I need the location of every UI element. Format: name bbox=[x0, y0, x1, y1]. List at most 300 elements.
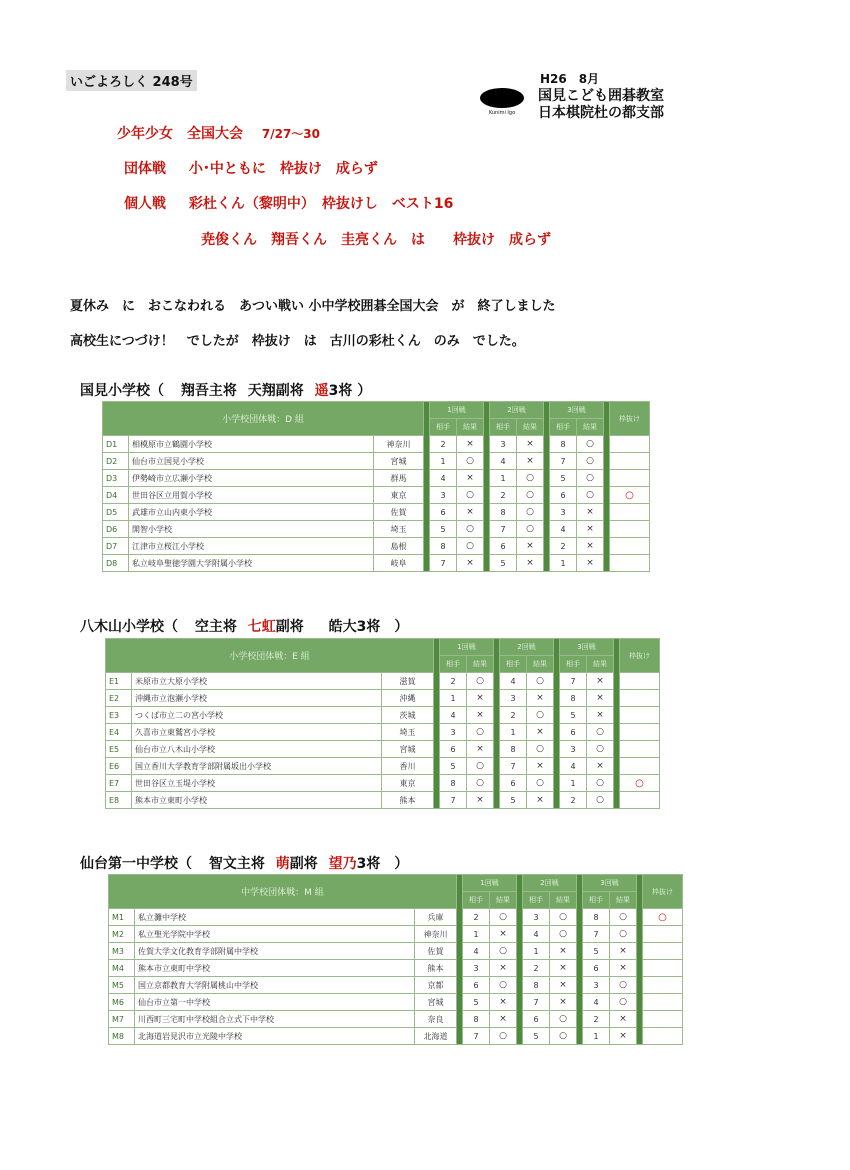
table-row bbox=[103, 555, 650, 572]
school-name: 川西町三宅町中学校組合立式下中学校 bbox=[135, 1011, 415, 1028]
advance-mark bbox=[643, 1011, 683, 1028]
advance-header: 枠抜け bbox=[643, 875, 683, 909]
opponent-number: 3 bbox=[583, 977, 610, 994]
body-line-1: 夏休み に おこなわれる あつい戦い 小中学校囲碁全国大会 が 終了しました bbox=[70, 299, 556, 314]
org-line-2: 日本棋院杜の都支部 bbox=[538, 105, 664, 121]
table-row bbox=[103, 504, 650, 521]
table-row bbox=[106, 758, 660, 775]
team-heading-yagiyama bbox=[80, 616, 408, 636]
table-row bbox=[106, 690, 660, 707]
table-row bbox=[103, 436, 650, 453]
opponent-number: 8 bbox=[560, 690, 587, 707]
opponent-number: 8 bbox=[440, 775, 467, 792]
opponent-number: 1 bbox=[560, 775, 587, 792]
match-result: ○ bbox=[587, 775, 614, 792]
opponent-number: 2 bbox=[440, 673, 467, 690]
opponent-header: 相手 bbox=[583, 892, 610, 909]
opponent-number: 5 bbox=[583, 943, 610, 960]
advance-mark bbox=[643, 977, 683, 994]
match-result: ○ bbox=[527, 707, 554, 724]
match-result: × bbox=[610, 960, 637, 977]
results-table-e bbox=[105, 638, 660, 809]
match-result: × bbox=[467, 707, 494, 724]
opponent-number: 4 bbox=[550, 521, 577, 538]
opponent-number: 3 bbox=[463, 960, 490, 977]
prefecture: 神奈川 bbox=[415, 926, 457, 943]
match-result: × bbox=[490, 994, 517, 1011]
match-result: × bbox=[467, 690, 494, 707]
team-player-3-rest: 3将 ） bbox=[328, 383, 372, 399]
advance-mark bbox=[610, 555, 650, 572]
match-result: ○ bbox=[587, 724, 614, 741]
opponent-number: 5 bbox=[550, 470, 577, 487]
match-result: × bbox=[467, 792, 494, 809]
table-row bbox=[103, 470, 650, 487]
match-result: ○ bbox=[527, 741, 554, 758]
match-result: × bbox=[457, 555, 484, 572]
school-id: M2 bbox=[109, 926, 135, 943]
group-title: 小学校団体戦：D 組 bbox=[103, 402, 424, 436]
school-id: D3 bbox=[103, 470, 129, 487]
match-result: × bbox=[587, 707, 614, 724]
match-result: ○ bbox=[517, 470, 544, 487]
match-result: ○ bbox=[490, 943, 517, 960]
opponent-number: 5 bbox=[523, 1028, 550, 1045]
opponent-number: 4 bbox=[430, 470, 457, 487]
opponent-number: 7 bbox=[490, 521, 517, 538]
org-line-1: 国見こども囲碁教室 bbox=[538, 88, 664, 104]
opponent-number: 2 bbox=[583, 1011, 610, 1028]
opponent-number: 4 bbox=[523, 926, 550, 943]
advance-mark: ○ bbox=[610, 487, 650, 504]
prefecture: 埼玉 bbox=[374, 521, 424, 538]
match-result: ○ bbox=[517, 487, 544, 504]
prefecture: 群馬 bbox=[374, 470, 424, 487]
result-header: 結果 bbox=[517, 419, 544, 436]
opponent-number: 4 bbox=[490, 453, 517, 470]
match-result: × bbox=[550, 994, 577, 1011]
match-result: ○ bbox=[610, 977, 637, 994]
prefecture: 熊本 bbox=[415, 960, 457, 977]
match-result: × bbox=[527, 792, 554, 809]
round-header: 3回戦 bbox=[550, 402, 604, 419]
opponent-number: 7 bbox=[550, 453, 577, 470]
opponent-number: 5 bbox=[500, 792, 527, 809]
logo-text: Kunimi Igo bbox=[488, 110, 516, 116]
opponent-number: 3 bbox=[440, 724, 467, 741]
match-result: × bbox=[490, 926, 517, 943]
prefecture: 東京 bbox=[374, 487, 424, 504]
team-name: 八木山小学校（ bbox=[80, 619, 178, 635]
team-player-3-rest: 3将 ） bbox=[356, 856, 409, 872]
prefecture: 佐賀 bbox=[374, 504, 424, 521]
opponent-number: 6 bbox=[463, 977, 490, 994]
opponent-number: 8 bbox=[463, 1011, 490, 1028]
opponent-number: 7 bbox=[463, 1028, 490, 1045]
school-id: D6 bbox=[103, 521, 129, 538]
table-row bbox=[106, 775, 660, 792]
school-name: 私立聖光学院中学校 bbox=[135, 926, 415, 943]
school-id: E2 bbox=[106, 690, 132, 707]
school-id: E3 bbox=[106, 707, 132, 724]
school-name: 沖縄市立泡瀬小学校 bbox=[132, 690, 382, 707]
school-name: 相模原市立鶴園小学校 bbox=[129, 436, 374, 453]
team-result: 小･中ともに 枠抜け 成らず bbox=[188, 161, 378, 177]
organization bbox=[538, 88, 664, 122]
team-player-3: 皓大3将 ） bbox=[328, 619, 409, 635]
opponent-number: 6 bbox=[523, 1011, 550, 1028]
match-result: ○ bbox=[577, 470, 604, 487]
opponent-number: 2 bbox=[430, 436, 457, 453]
match-result: ○ bbox=[550, 1028, 577, 1045]
school-id: E4 bbox=[106, 724, 132, 741]
match-result: ○ bbox=[490, 977, 517, 994]
school-name: 米原市立大原小学校 bbox=[132, 673, 382, 690]
school-name: 私立灘中学校 bbox=[135, 909, 415, 926]
advance-mark bbox=[620, 707, 660, 724]
opponent-number: 6 bbox=[430, 504, 457, 521]
result-header: 結果 bbox=[610, 892, 637, 909]
advance-mark bbox=[643, 960, 683, 977]
prefecture: 兵庫 bbox=[415, 909, 457, 926]
round-header: 3回戦 bbox=[583, 875, 637, 892]
table-row bbox=[109, 977, 683, 994]
issue-date: H26 8月 bbox=[540, 72, 600, 86]
school-id: M5 bbox=[109, 977, 135, 994]
round-header: 1回戦 bbox=[463, 875, 517, 892]
school-id: E6 bbox=[106, 758, 132, 775]
opponent-number: 4 bbox=[440, 707, 467, 724]
prefecture: 奈良 bbox=[415, 1011, 457, 1028]
match-result: × bbox=[517, 538, 544, 555]
opponent-number: 6 bbox=[560, 724, 587, 741]
team-player-3 bbox=[315, 383, 372, 399]
prefecture: 神奈川 bbox=[374, 436, 424, 453]
match-result: ○ bbox=[517, 521, 544, 538]
opponent-number: 1 bbox=[550, 555, 577, 572]
advance-mark bbox=[610, 538, 650, 555]
advance-header: 枠抜け bbox=[610, 402, 650, 436]
opponent-header: 相手 bbox=[440, 656, 467, 673]
opponent-number: 7 bbox=[583, 926, 610, 943]
match-result: × bbox=[550, 960, 577, 977]
event-title bbox=[117, 123, 320, 143]
opponent-number: 7 bbox=[430, 555, 457, 572]
team-result-line bbox=[124, 158, 378, 178]
match-result: ○ bbox=[457, 538, 484, 555]
table-row bbox=[109, 943, 683, 960]
result-header: 結果 bbox=[587, 656, 614, 673]
result-header: 結果 bbox=[550, 892, 577, 909]
school-id: D2 bbox=[103, 453, 129, 470]
individual-result-2: 尭俊くん 翔吾くん 圭亮くん は 枠抜け 成らず bbox=[201, 232, 551, 248]
match-result: × bbox=[457, 504, 484, 521]
result-header: 結果 bbox=[457, 419, 484, 436]
round-header: 3回戦 bbox=[560, 639, 614, 656]
school-name: 世田谷区立玉堤小学校 bbox=[132, 775, 382, 792]
opponent-number: 5 bbox=[463, 994, 490, 1011]
match-result: ○ bbox=[467, 775, 494, 792]
advance-mark bbox=[643, 926, 683, 943]
school-id: M4 bbox=[109, 960, 135, 977]
opponent-number: 2 bbox=[463, 909, 490, 926]
team-player-2 bbox=[276, 856, 318, 872]
school-name: 熊本市立東町中学校 bbox=[135, 960, 415, 977]
round-header: 2回戦 bbox=[500, 639, 554, 656]
opponent-header: 相手 bbox=[523, 892, 550, 909]
match-result: × bbox=[587, 673, 614, 690]
match-result: ○ bbox=[517, 504, 544, 521]
match-result: × bbox=[517, 453, 544, 470]
prefecture: 滋賀 bbox=[382, 673, 434, 690]
school-name: つくば市立二の宮小学校 bbox=[132, 707, 382, 724]
table-row bbox=[106, 724, 660, 741]
event-dates: 7/27〜30 bbox=[261, 127, 321, 141]
opponent-number: 4 bbox=[583, 994, 610, 1011]
prefecture: 宮城 bbox=[415, 994, 457, 1011]
match-result: ○ bbox=[610, 994, 637, 1011]
results-table-d bbox=[102, 401, 650, 572]
table-row bbox=[106, 792, 660, 809]
advance-mark bbox=[643, 994, 683, 1011]
team-player-1: 翔吾主将 bbox=[180, 383, 237, 399]
opponent-number: 3 bbox=[560, 741, 587, 758]
match-result: ○ bbox=[457, 521, 484, 538]
team-heading-sendai-daiichi bbox=[80, 853, 408, 873]
opponent-number: 1 bbox=[430, 453, 457, 470]
opponent-number: 8 bbox=[430, 538, 457, 555]
table-row bbox=[106, 673, 660, 690]
table-row bbox=[106, 741, 660, 758]
team-player-2: 天翔副将 bbox=[247, 383, 304, 399]
opponent-number: 1 bbox=[440, 690, 467, 707]
school-name: 熊本市立東町小学校 bbox=[132, 792, 382, 809]
match-result: × bbox=[517, 436, 544, 453]
advance-mark bbox=[610, 504, 650, 521]
event-name: 少年少女 全国大会 bbox=[117, 126, 243, 142]
match-result: ○ bbox=[610, 926, 637, 943]
match-result: × bbox=[490, 1011, 517, 1028]
opponent-number: 2 bbox=[550, 538, 577, 555]
opponent-number: 2 bbox=[490, 487, 517, 504]
opponent-number: 4 bbox=[560, 758, 587, 775]
match-result: ○ bbox=[577, 453, 604, 470]
opponent-number: 1 bbox=[500, 724, 527, 741]
match-result: × bbox=[577, 504, 604, 521]
team-name: 国見小学校（ bbox=[80, 383, 164, 399]
opponent-header: 相手 bbox=[550, 419, 577, 436]
match-result: ○ bbox=[457, 487, 484, 504]
opponent-header: 相手 bbox=[430, 419, 457, 436]
match-result: × bbox=[610, 943, 637, 960]
opponent-number: 6 bbox=[583, 960, 610, 977]
advance-mark bbox=[610, 436, 650, 453]
opponent-number: 8 bbox=[550, 436, 577, 453]
opponent-number: 3 bbox=[430, 487, 457, 504]
opponent-number: 8 bbox=[523, 977, 550, 994]
opponent-number: 7 bbox=[523, 994, 550, 1011]
prefecture: 岐阜 bbox=[374, 555, 424, 572]
advance-mark bbox=[610, 470, 650, 487]
school-name: 仙台市立第一中学校 bbox=[135, 994, 415, 1011]
match-result: × bbox=[467, 741, 494, 758]
opponent-header: 相手 bbox=[560, 656, 587, 673]
group-title: 小学校団体戦：E 組 bbox=[106, 639, 434, 673]
individual-label: 個人戦 bbox=[124, 196, 166, 212]
advance-header: 枠抜け bbox=[620, 639, 660, 673]
advance-mark bbox=[620, 724, 660, 741]
match-result: ○ bbox=[610, 909, 637, 926]
match-result: ○ bbox=[467, 673, 494, 690]
match-result: ○ bbox=[467, 724, 494, 741]
opponent-number: 3 bbox=[523, 909, 550, 926]
match-result: ○ bbox=[550, 926, 577, 943]
school-name: 久喜市立東鷲宮小学校 bbox=[132, 724, 382, 741]
advance-mark bbox=[620, 758, 660, 775]
opponent-number: 2 bbox=[560, 792, 587, 809]
table-row bbox=[106, 707, 660, 724]
newsletter-issue: いごよろしく 248号 bbox=[66, 70, 197, 91]
round-header: 2回戦 bbox=[490, 402, 544, 419]
opponent-number: 5 bbox=[440, 758, 467, 775]
prefecture: 茨城 bbox=[382, 707, 434, 724]
table-row bbox=[103, 487, 650, 504]
match-result: × bbox=[527, 724, 554, 741]
prefecture: 宮城 bbox=[374, 453, 424, 470]
opponent-number: 2 bbox=[500, 707, 527, 724]
school-name: 国立香川大学教育学部附属坂出小学校 bbox=[132, 758, 382, 775]
result-header: 結果 bbox=[467, 656, 494, 673]
team-player-3 bbox=[329, 856, 409, 872]
school-id: D1 bbox=[103, 436, 129, 453]
opponent-number: 4 bbox=[463, 943, 490, 960]
team-player-2-highlight: 七虹 bbox=[247, 619, 276, 635]
opponent-number: 4 bbox=[500, 673, 527, 690]
result-header: 結果 bbox=[527, 656, 554, 673]
table-row bbox=[109, 1011, 683, 1028]
match-result: ○ bbox=[587, 741, 614, 758]
opponent-header: 相手 bbox=[490, 419, 517, 436]
result-header: 結果 bbox=[577, 419, 604, 436]
school-id: D8 bbox=[103, 555, 129, 572]
opponent-header: 相手 bbox=[463, 892, 490, 909]
body-line-2: 高校生につづけ！ でしたが 枠抜け は 古川の彩杜くん のみ でした。 bbox=[70, 334, 525, 349]
opponent-number: 6 bbox=[440, 741, 467, 758]
match-result: ○ bbox=[550, 909, 577, 926]
match-result: × bbox=[527, 690, 554, 707]
opponent-number: 6 bbox=[490, 538, 517, 555]
logo bbox=[480, 88, 524, 114]
opponent-number: 7 bbox=[440, 792, 467, 809]
opponent-number: 3 bbox=[490, 436, 517, 453]
advance-mark bbox=[610, 453, 650, 470]
table-row bbox=[109, 909, 683, 926]
prefecture: 宮城 bbox=[382, 741, 434, 758]
advance-mark bbox=[643, 1028, 683, 1045]
match-result: ○ bbox=[577, 487, 604, 504]
advance-mark bbox=[610, 521, 650, 538]
opponent-number: 7 bbox=[560, 673, 587, 690]
result-header: 結果 bbox=[490, 892, 517, 909]
match-result: × bbox=[550, 977, 577, 994]
opponent-number: 1 bbox=[583, 1028, 610, 1045]
prefecture: 熊本 bbox=[382, 792, 434, 809]
advance-mark bbox=[620, 792, 660, 809]
prefecture: 沖縄 bbox=[382, 690, 434, 707]
school-id: M6 bbox=[109, 994, 135, 1011]
opponent-header: 相手 bbox=[500, 656, 527, 673]
school-name: 私立岐阜聖徳学園大学附属小学校 bbox=[129, 555, 374, 572]
group-title: 中学校団体戦：M 組 bbox=[109, 875, 457, 909]
opponent-number: 3 bbox=[500, 690, 527, 707]
table-row bbox=[109, 1028, 683, 1045]
match-result: × bbox=[587, 758, 614, 775]
school-id: E1 bbox=[106, 673, 132, 690]
school-id: M7 bbox=[109, 1011, 135, 1028]
opponent-number: 8 bbox=[500, 741, 527, 758]
table-row bbox=[103, 538, 650, 555]
match-result: × bbox=[517, 555, 544, 572]
advance-mark: ○ bbox=[620, 775, 660, 792]
team-player-2-highlight: 萌 bbox=[275, 856, 290, 872]
advance-mark bbox=[620, 690, 660, 707]
prefecture: 埼玉 bbox=[382, 724, 434, 741]
opponent-number: 8 bbox=[490, 504, 517, 521]
school-name: 国立京都教育大学附属桃山中学校 bbox=[135, 977, 415, 994]
prefecture: 北海道 bbox=[415, 1028, 457, 1045]
match-result: × bbox=[527, 758, 554, 775]
advance-mark: ○ bbox=[643, 909, 683, 926]
results-table-m bbox=[108, 874, 683, 1045]
prefecture: 島根 bbox=[374, 538, 424, 555]
school-name: 武雄市立山内東小学校 bbox=[129, 504, 374, 521]
opponent-number: 5 bbox=[490, 555, 517, 572]
match-result: ○ bbox=[587, 792, 614, 809]
school-name: 世田谷区立用賀小学校 bbox=[129, 487, 374, 504]
school-id: D4 bbox=[103, 487, 129, 504]
school-name: 伊勢崎市立広瀬小学校 bbox=[129, 470, 374, 487]
school-id: D7 bbox=[103, 538, 129, 555]
match-result: × bbox=[490, 960, 517, 977]
opponent-number: 6 bbox=[550, 487, 577, 504]
team-name: 仙台第一中学校（ bbox=[80, 856, 192, 872]
round-header: 2回戦 bbox=[523, 875, 577, 892]
match-result: × bbox=[610, 1011, 637, 1028]
advance-mark bbox=[620, 673, 660, 690]
school-name: 仙台市立国見小学校 bbox=[129, 453, 374, 470]
school-id: E8 bbox=[106, 792, 132, 809]
opponent-number: 1 bbox=[490, 470, 517, 487]
table-row bbox=[103, 453, 650, 470]
team-player-1: 空主将 bbox=[194, 619, 237, 635]
school-name: 仙台市立八木山小学校 bbox=[132, 741, 382, 758]
match-result: × bbox=[550, 943, 577, 960]
advance-mark bbox=[643, 943, 683, 960]
school-name: 開智小学校 bbox=[129, 521, 374, 538]
school-id: D5 bbox=[103, 504, 129, 521]
match-result: × bbox=[577, 521, 604, 538]
match-result: × bbox=[457, 436, 484, 453]
table-row bbox=[109, 926, 683, 943]
opponent-number: 5 bbox=[560, 707, 587, 724]
match-result: ○ bbox=[490, 1028, 517, 1045]
opponent-number: 3 bbox=[550, 504, 577, 521]
match-result: × bbox=[577, 555, 604, 572]
school-id: M8 bbox=[109, 1028, 135, 1045]
match-result: × bbox=[610, 1028, 637, 1045]
opponent-number: 6 bbox=[500, 775, 527, 792]
team-player-2-rest: 副将 bbox=[289, 856, 318, 872]
